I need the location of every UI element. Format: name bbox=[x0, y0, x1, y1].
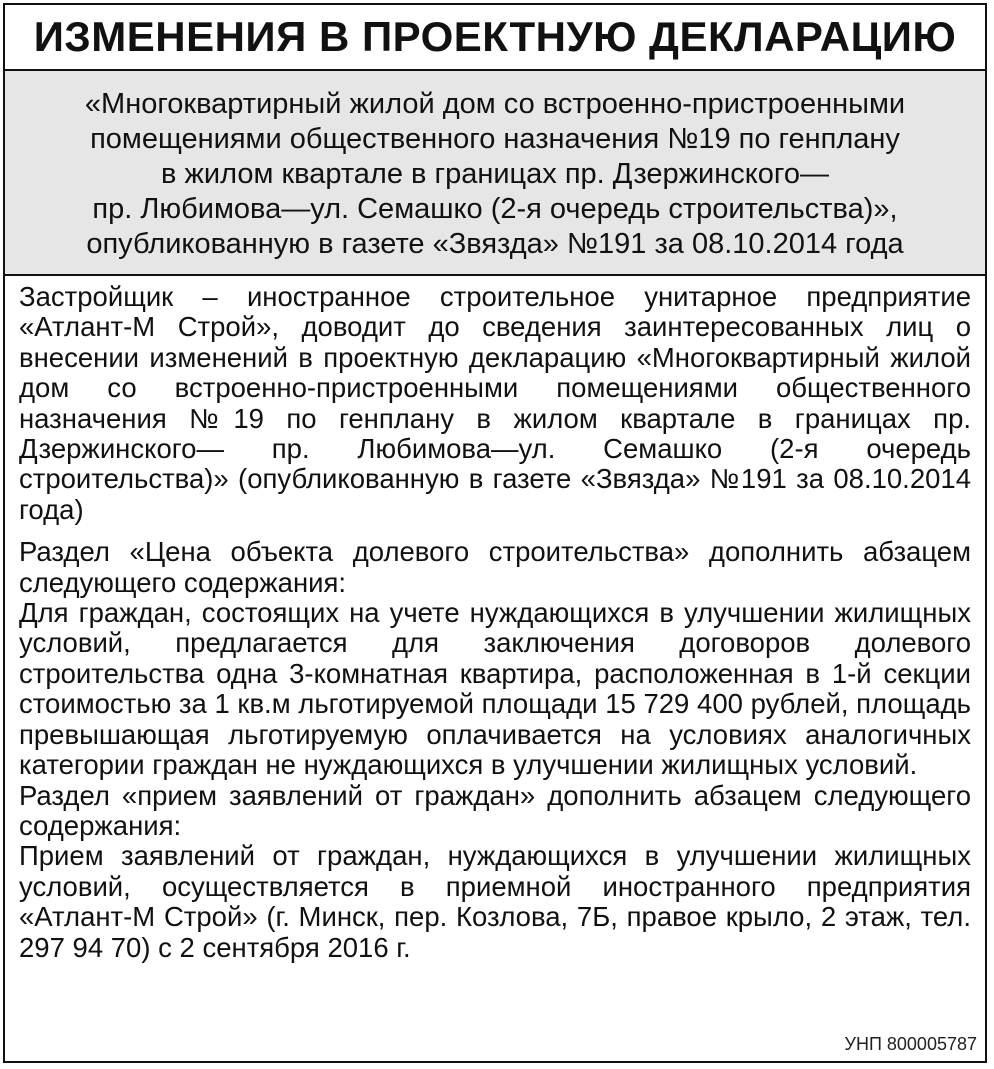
subtitle-line: «Многоквартирный жилой дом со встроенно-пристроенными bbox=[84, 88, 906, 120]
developer-paragraph: Застройщик – иностранное строительное унитарное предприятие «Атлант-М Строй», доводит до сведения заинтересованных лиц о внесении изменений в проектную декларацию «Многоквартирный жилой дом со встроенно-пристроенными помещениями общественного назначения №19 по генплану в жилом квартале в границах пр. Дзержинского— пр. Любимова—ул. Семашко (2-я очередь строительства)» (опубликованную в газете «Звязда» №191 за 08.10.2014 года) bbox=[19, 281, 971, 525]
announcement-body bbox=[5, 276, 985, 963]
subtitle-line: помещениями общественного назначения №19 по генплану bbox=[90, 123, 900, 155]
announcement-title: ИЗМЕНЕНИЯ В ПРОЕКТНУЮ ДЕКЛАРАЦИЮ bbox=[5, 5, 985, 69]
project-name-block bbox=[5, 69, 985, 276]
price-section-intro: Раздел «Цена объекта долевого строительства» дополнить абзацем следующего содержания: bbox=[19, 536, 971, 598]
subtitle-line: в жилом квартале в границах пр. Дзержинского— bbox=[161, 158, 829, 190]
subtitle-line: пр. Любимова—ул. Семашко (2-я очередь строительства)», bbox=[92, 193, 898, 225]
applications-section-intro: Раздел «прием заявлений от граждан» дополнить абзацем следующего содержания: bbox=[19, 779, 971, 841]
unp-number: УНП 800005787 bbox=[844, 1034, 977, 1054]
price-section-text: Для граждан, состоящих на учете нуждающихся в улучшении жилищных условий, предлагается для заключения договоров долевого строительства одна 3-комнатная квартира, расположенная в 1-й секции стоимостью за 1 кв.м льготируемой площади 15 729 400 рублей, площадь превышающая льготируемую оплачивается на условиях аналогичных категории граждан не нуждающихся в улучшении жилищных условий. bbox=[19, 597, 971, 781]
announcement-frame bbox=[3, 3, 987, 1063]
subtitle-line: опубликованную в газете «Звязда» №191 за 08.10.2014 года bbox=[86, 228, 904, 260]
applications-section-text: Прием заявлений от граждан, нуждающихся в улучшении жилищных условий, осуществляется в приемной иностранного предприятия «Атлант-М Строй» (г. Минск, пер. Козлова, 7Б, правое крыло, 2 этаж, тел. 297 94 70) с 2 сентября 2016 г. bbox=[19, 840, 971, 963]
